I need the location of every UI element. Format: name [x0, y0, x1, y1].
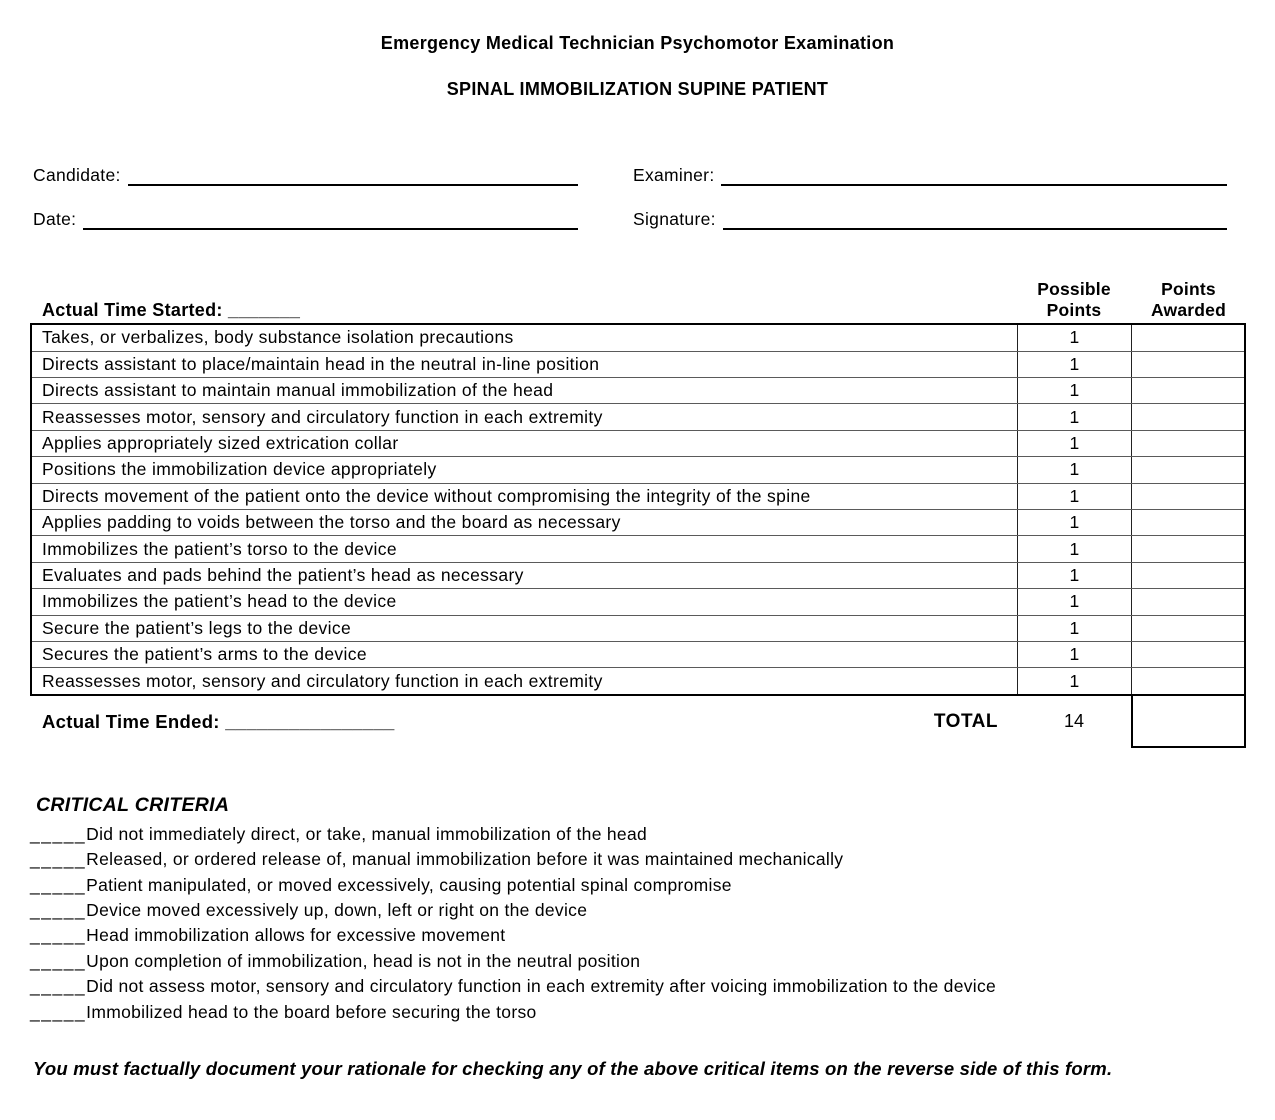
critical-item [30, 847, 1245, 872]
table-row [32, 377, 1244, 403]
possible-points-cell: 1 [1017, 352, 1131, 377]
skill-cell: Positions the immobilization device appropriately [42, 459, 437, 480]
possible-points-cell: 1 [1017, 431, 1131, 456]
examiner-blank-line [721, 163, 1227, 186]
table-row [32, 456, 1244, 482]
possible-points-cell: 1 [1017, 616, 1131, 641]
points-awarded-cell [1131, 325, 1244, 350]
candidate-label: Candidate: [33, 165, 121, 185]
points-awarded-cell [1131, 457, 1244, 482]
table-row [32, 615, 1244, 641]
points-awarded-cell [1131, 352, 1244, 377]
points-awarded-cell [1131, 668, 1244, 693]
time-started-blank: _______ [228, 300, 301, 321]
signature-label: Signature: [633, 209, 716, 229]
points-awarded-cell [1131, 404, 1244, 429]
skill-cell: Takes, or verbalizes, body substance isolation precautions [42, 327, 514, 348]
candidate-blank-line [128, 163, 578, 186]
candidate-field [33, 163, 578, 186]
table-row [32, 588, 1244, 614]
points-awarded-cell [1131, 484, 1244, 509]
points-awarded-cell [1131, 589, 1244, 614]
skill-cell: Immobilizes the patient’s torso to the device [42, 538, 397, 559]
skill-cell: Directs movement of the patient onto the device without compromising the integrity of the spine [42, 485, 811, 506]
critical-item-blank: _____ [30, 899, 87, 920]
critical-item-text: Upon completion of immobilization, head is not in the neutral position [86, 950, 641, 971]
points-awarded-cell [1131, 642, 1244, 667]
critical-item-blank: _____ [30, 976, 87, 997]
critical-criteria-section [30, 794, 1245, 1025]
critical-criteria-heading: CRITICAL CRITERIA [36, 793, 230, 816]
documentation-note: You must factually document your rationale for checking any of the above critical items on the reverse side of this form. [33, 1058, 1113, 1079]
examiner-label: Examiner: [633, 165, 715, 185]
possible-points-cell: 1 [1017, 325, 1131, 350]
table-row [32, 325, 1244, 350]
critical-item-text: Device moved excessively up, down, left or right on the device [86, 899, 588, 920]
critical-item [30, 974, 1245, 999]
skill-cell: Secure the patient’s legs to the device [42, 617, 352, 638]
possible-points-cell: 1 [1017, 457, 1131, 482]
info-fields [33, 163, 1227, 230]
time-ended-blank: ________________ [225, 710, 395, 732]
critical-item-text: Did not assess motor, sensory and circulatory function in each extremity after voicing immobilization to the device [86, 976, 997, 997]
critical-item [30, 923, 1245, 948]
total-possible-points: 14 [1063, 711, 1085, 732]
table-row [32, 351, 1244, 377]
possible-points-cell: 1 [1017, 563, 1131, 588]
possible-points-cell: 1 [1017, 536, 1131, 561]
table-row [32, 509, 1244, 535]
points-awarded-header: Points Awarded [1151, 279, 1226, 320]
critical-item-blank: _____ [30, 950, 87, 971]
critical-item [30, 822, 1245, 847]
critical-criteria-list [30, 822, 1245, 1025]
scoresheet-header [30, 279, 1246, 323]
examiner-field [633, 163, 1227, 186]
scoresheet-footer [30, 696, 1246, 748]
points-awarded-cell [1131, 563, 1244, 588]
table-row [32, 403, 1244, 429]
critical-item-blank: _____ [30, 1001, 87, 1022]
skill-cell: Evaluates and pads behind the patient’s head as necessary [42, 564, 524, 585]
total-points-awarded-box [1131, 696, 1246, 748]
critical-item [30, 1000, 1245, 1025]
critical-item [30, 898, 1245, 923]
critical-item-text: Patient manipulated, or moved excessively, causing potential spinal compromise [86, 874, 732, 895]
points-awarded-cell [1131, 431, 1244, 456]
critical-item-blank: _____ [30, 849, 87, 870]
form-subtitle: SPINAL IMMOBILIZATION SUPINE PATIENT [446, 79, 829, 99]
skills-table [30, 323, 1246, 695]
total-label: TOTAL [933, 710, 998, 732]
critical-item-blank: _____ [30, 925, 87, 946]
critical-item-text: Immobilized head to the board before securing the torso [86, 1001, 537, 1022]
table-row [32, 483, 1244, 509]
skill-cell: Reassesses motor, sensory and circulatory function in each extremity [42, 406, 603, 427]
table-row [32, 562, 1244, 588]
possible-points-cell: 1 [1017, 668, 1131, 693]
exam-title: Emergency Medical Technician Psychomotor Examination [380, 33, 895, 53]
table-row [32, 535, 1244, 561]
table-row [32, 667, 1244, 693]
critical-item-blank: _____ [30, 874, 87, 895]
points-awarded-cell [1131, 378, 1244, 403]
skill-cell: Reassesses motor, sensory and circulatory function in each extremity [42, 670, 603, 691]
signature-blank-line [723, 207, 1227, 230]
possible-points-cell: 1 [1017, 510, 1131, 535]
date-label: Date: [33, 209, 77, 229]
date-field [33, 207, 578, 230]
time-ended-label: Actual Time Ended: [42, 710, 220, 732]
possible-points-cell: 1 [1017, 404, 1131, 429]
time-started [30, 300, 1017, 323]
critical-item-text: Did not immediately direct, or take, manual immobilization of the head [86, 823, 648, 844]
possible-points-cell: 1 [1017, 484, 1131, 509]
footer-left [30, 696, 1017, 748]
critical-item-blank: _____ [30, 823, 87, 844]
critical-item [30, 873, 1245, 898]
points-awarded-cell [1131, 536, 1244, 561]
table-row [32, 641, 1244, 667]
critical-item [30, 949, 1245, 974]
skill-cell: Applies appropriately sized extrication collar [42, 433, 399, 454]
scoresheet [30, 279, 1246, 748]
critical-item-text: Head immobilization allows for excessive movement [86, 925, 506, 946]
possible-points-cell: 1 [1017, 378, 1131, 403]
points-awarded-cell [1131, 510, 1244, 535]
possible-points-cell: 1 [1017, 642, 1131, 667]
possible-points-header: Possible Points [1037, 279, 1111, 320]
critical-item-text: Released, or ordered release of, manual immobilization before it was maintained mechanically [86, 849, 844, 870]
time-ended [42, 711, 395, 733]
date-blank-line [83, 207, 578, 230]
skill-cell: Directs assistant to place/maintain head in the neutral in-line position [42, 353, 600, 374]
signature-field [633, 207, 1227, 230]
skill-cell: Immobilizes the patient’s head to the device [42, 591, 397, 612]
skill-cell: Secures the patient’s arms to the device [42, 644, 367, 665]
time-started-label: Actual Time Started: [42, 300, 223, 321]
skill-cell: Applies padding to voids between the torso and the board as necessary [42, 512, 621, 533]
table-row [32, 430, 1244, 456]
possible-points-cell: 1 [1017, 589, 1131, 614]
skill-cell: Directs assistant to maintain manual immobilization of the head [42, 380, 554, 401]
points-awarded-cell [1131, 616, 1244, 641]
